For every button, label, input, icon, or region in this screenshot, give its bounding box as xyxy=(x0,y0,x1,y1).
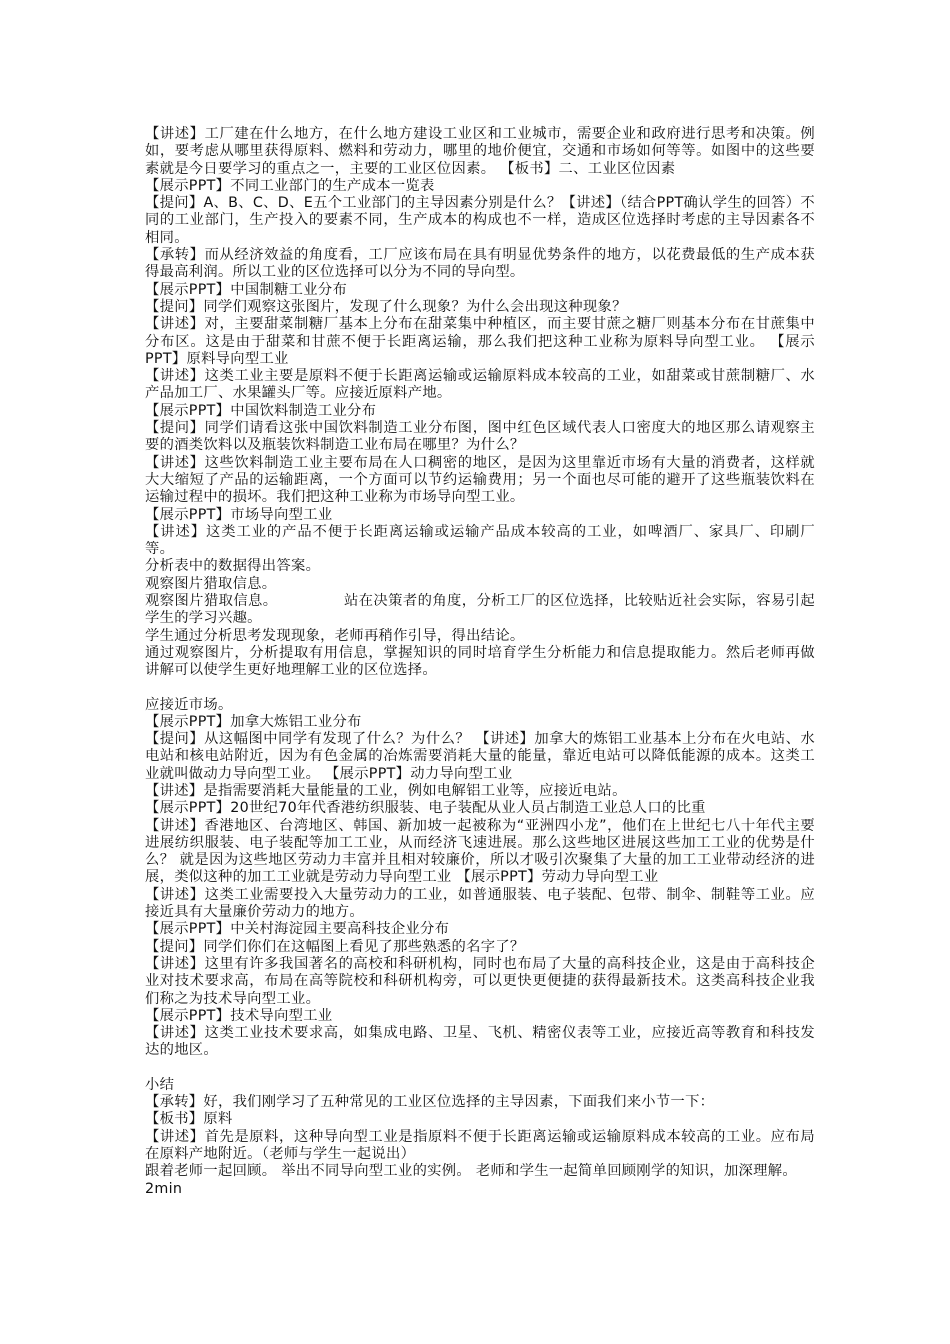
paragraph-lecture-summary-raw: 【讲述】首先是原料，这种导向型工业是指原料不便于长距离运输或运输原料成本较高的工业。应布局在原料产地附近。（老师与学生一起说出） xyxy=(145,1128,815,1162)
paragraph-lecture-beverage: 【讲述】这些饮料制造工业主要布局在人口稠密的地区，是因为这里靠近市场有大量的消费者，这样就大大缩短了产品的运输距离，一个方面可以节约运输费用；另一个面也尽可能的避开了这些瓶装饮料在运输过程中的损坏。我们把这种工业称为市场导向型工业。 xyxy=(145,454,815,506)
paragraph-ppt-zhongguancun: 【展示PPT】中关村海淀园主要高科技企业分布 xyxy=(145,921,450,938)
paragraph-question-zhongguancun: 【提问】同学们你们在这幅图上看见了那些熟悉的名字了？ xyxy=(145,938,525,955)
paragraph-student-observe-design: 观察图片猎取信息。 站在决策者的角度，分析工厂的区位选择，比较贴近社会实际，容易引起学生的学习兴趣。 xyxy=(145,593,815,627)
paragraph-lecture-four-dragons: 【讲述】香港地区、台湾地区、韩国、新加坡一起被称为“亚洲四小龙”，他们在上世纪七八十年代主要进展纺织服装、电子装配等加工工业，从而经济飞速进展。那么这些地区进展这些加工工业的优势是什么？ 就是因为这些地区劳动力丰富并且相对较廉价，所以才吸引次聚集了大量的加工工业带动经济的进展，类似这种的加工工业就是劳动力导向型工业 【展示PPT】劳动力导向型工业 xyxy=(145,817,815,886)
document-body xyxy=(145,126,815,1198)
paragraph-lecture-market: 【讲述】这类工业的产品不便于长距离运输或运输产品成本较高的工业，如啤酒厂、家具厂、印刷厂等。 xyxy=(145,523,815,558)
paragraph-ppt-aluminum: 【展示PPT】加拿大炼铝工业分布 xyxy=(145,713,362,730)
paragraph-student-observe: 观察图片猎取信息。 xyxy=(145,575,277,592)
paragraph-lecture-tech: 【讲述】这里有许多我国著名的高校和科研机构，同时也布局了大量的高科技企业，这是由于高科技企业对技术要求高，布局在高等院校和科研机构旁，可以更快更便捷的获得最新技术。这类高科技企业我们称之为技术导向型工业。 xyxy=(145,955,815,1007)
blank-line xyxy=(145,680,815,697)
paragraph-lecture-sugar: 【讲述】对，主要甜菜制糖厂基本上分布在甜菜集中种植区，而主要甘蔗之糖厂则基本分布在甘蔗集中分布区。这是由于甜菜和甘蔗不便于长距离运输，那么我们把这种工业称为原料导向型工业。 【展示PPT】原料导向型工业 xyxy=(145,316,815,367)
paragraph-ppt-hongkong: 【展示PPT】20世纪70年代香港纺织服装、电子装配从业人员占制造工业总人口的比重 xyxy=(145,800,706,817)
paragraph-ppt-cost-table: 【展示PPT】不同工业部门的生产成本一览表 xyxy=(145,177,435,194)
paragraph-review-activity: 跟着老师一起回顾。 举出不同导向型工业的实例。 老师和学生一起简单回顾刚学的知识，加深理解。 xyxy=(145,1163,797,1180)
paragraph-question-beverage: 【提问】同学们请看这张中国饮料制造工业分布图，图中红色区域代表人口密度大的地区那么请观察主要的酒类饮料以及瓶装饮料制造工业布局在哪里？为什么？ xyxy=(145,420,815,454)
paragraph-lecture-tech-detail: 【讲述】这类工业技术要求高，如集成电路、卫星、飞机、精密仪表等工业，应接近高等教育和科技发达的地区。 xyxy=(145,1025,815,1059)
paragraph-ppt-market: 【展示PPT】市场导向型工业 xyxy=(145,506,333,523)
paragraph-transition-benefit: 【承转】而从经济效益的角度看，工厂应该布局在具有明显优势条件的地方，以花费最低的生产成本获得最高利润。所以工业的区位选择可以分为不同的导向型。 xyxy=(145,247,815,281)
paragraph-question-factors: 【提问】A、B、C、D、E五个工业部门的主导因素分别是什么？【讲述】（结合PPT确认学生的回答）不同的工业部门，生产投入的要素不同，生产成本的构成也不一样，造成区位选择时考虑的主导因素各不相同。 xyxy=(145,195,815,246)
paragraph-duration: 2min xyxy=(145,1180,183,1197)
paragraph-question-aluminum: 【提问】从这幅图中同学有发现了什么？为什么？ 【讲述】加拿大的炼铝工业基本上分布在火电站、水电站和核电站附近，因为有色金属的冶炼需要消耗大量的能量，靠近电站可以降低能源的成本。这类工业就叫做动力导向型工业。 【展示PPT】动力导向型工业 xyxy=(145,731,815,782)
paragraph-ppt-sugar: 【展示PPT】中国制糖工业分布 xyxy=(145,281,348,298)
paragraph-student-analyze: 分析表中的数据得出答案。 xyxy=(145,558,321,575)
paragraph-student-discover: 学生通过分析思考发现现象，老师再稍作引导，得出结论。 xyxy=(145,627,525,644)
paragraph-ppt-beverage: 【展示PPT】中国饮料制造工业分布 xyxy=(145,402,377,419)
paragraph-lecture-labor: 【讲述】这类工业需要投入大量劳动力的工业，如普通服装、电子装配、包带、制伞、制鞋等工业。应接近具有大量廉价劳动力的地方。 xyxy=(145,886,815,921)
paragraph-design-intent: 通过观察图片，分析提取有用信息，掌握知识的同时培育学生分析能力和信息提取能力。然后老师再做讲解可以使学生更好地理解工业的区位选择。 xyxy=(145,644,815,679)
paragraph-lecture-raw-material: 【讲述】这类工业主要是原料不便于长距离运输或运输原料成本较高的工业，如甜菜或甘蔗制糖厂、水产品加工厂、水果罐头厂等。应接近原料产地。 xyxy=(145,368,815,402)
paragraph-lecture-power: 【讲述】是指需要消耗大量能量的工业，例如电解铝工业等，应接近电站。 xyxy=(145,782,627,799)
paragraph-ppt-tech: 【展示PPT】技术导向型工业 xyxy=(145,1007,333,1024)
paragraph-near-market: 应接近市场。 xyxy=(145,696,233,713)
paragraph-summary-heading: 小结 xyxy=(145,1076,175,1093)
paragraph-transition-summary: 【承转】好，我们刚学习了五种常见的工业区位选择的主导因素，下面我们来小节一下： xyxy=(145,1094,715,1111)
paragraph-lecture-intro: 【讲述】工厂建在什么地方，在什么地方建设工业区和工业城市，需要企业和政府进行思考和决策。例如，要考虑从哪里获得原料、燃料和劳动力，哪里的地价便宜，交通和市场如何等等。如图中的这些要素就是今日要学习的重点之一，主要的工业区位因素。 【板书】二、工业区位因素 xyxy=(145,126,815,177)
paragraph-question-sugar: 【提问】同学们观察这张图片，发现了什么现象？为什么会出现这种现象？ xyxy=(145,298,627,315)
blank-line xyxy=(145,1060,815,1077)
paragraph-board-raw-material: 【板书】原料 xyxy=(145,1111,233,1128)
